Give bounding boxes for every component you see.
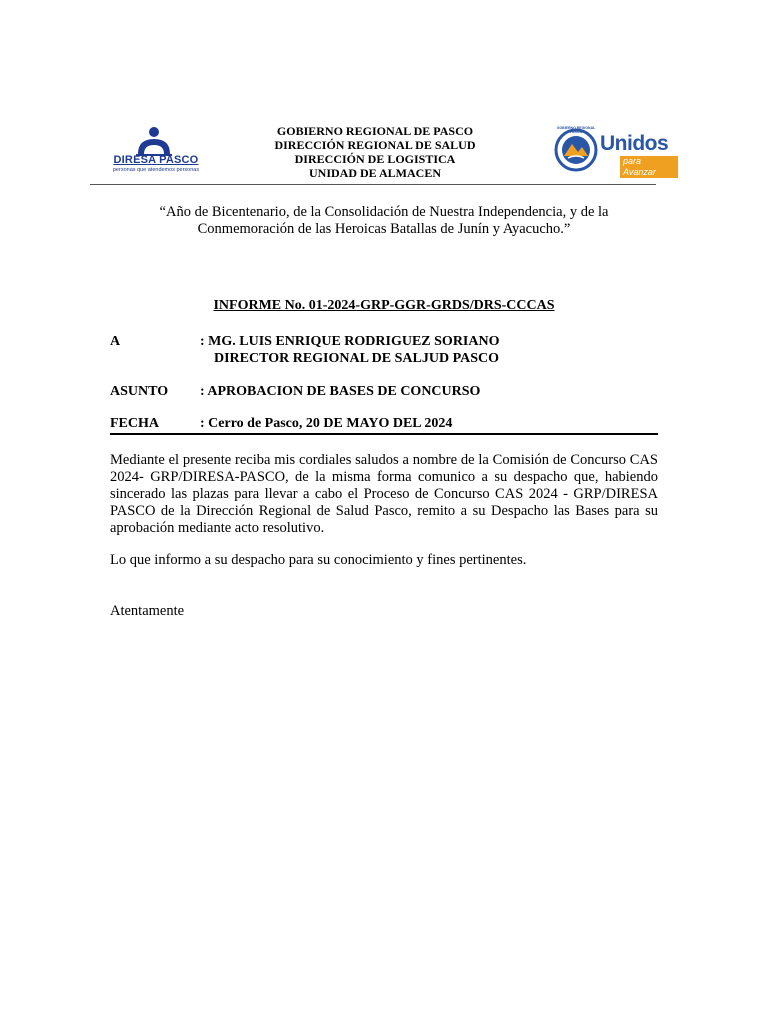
- recipient-label: A: [110, 334, 121, 349]
- header-divider: [90, 184, 656, 185]
- sign-off: Atentamente: [110, 603, 185, 619]
- subject-value: : APROBACION DE BASES DE CONCURSO: [200, 384, 481, 399]
- year-motto: “Año de Bicentenario, de la Consolidación de Nuestra Independencia, y de la Conmemoración de las Heroicas Batallas de Junín y Ayacucho.”: [159, 204, 609, 237]
- subject-field: [110, 383, 658, 401]
- header-line-3: DIRECCIÓN DE LOGISTICA: [294, 152, 456, 166]
- diresa-logo-tagline: personas que atendemos personas: [112, 167, 200, 173]
- seal-text: GOBIERNO REGIONAL PASCO: [556, 126, 596, 134]
- fields-divider: [110, 433, 658, 435]
- institution-header: [210, 124, 540, 180]
- recipient-field: [110, 333, 658, 369]
- diresa-pasco-logo: [108, 124, 204, 176]
- body-paragraph: Mediante el presente reciba mis cordiales saludos a nombre de la Comisión de Concurso CAS 2024- GRP/DIRESA-PASCO, de la misma forma comunico a su despacho que, habiendo sincerado las plazas para llevar a cabo el Proceso de Concurso CAS 2024 - GRP/DIRESA PASCO de la Dirección Regional de Salud Pasco, remito a su Despacho las Bases para su aprobación mediante acto resolutivo.: [110, 452, 658, 536]
- gobierno-regional-logo: [554, 126, 678, 176]
- date-field: [110, 415, 658, 433]
- closing-line: Lo que informo a su despacho para su conocimiento y fines pertinentes.: [110, 552, 527, 568]
- recipient-title: DIRECTOR REGIONAL DE SALJUD PASCO: [214, 351, 499, 366]
- date-value: : Cerro de Pasco, 20 DE MAYO DEL 2024: [200, 416, 453, 431]
- unidos-tagline: para Avanzar: [620, 156, 678, 178]
- report-title: INFORME No. 01-2024-GRP-GGR-GRDS/DRS-CCCAS: [213, 298, 555, 313]
- header-line-2: DIRECCIÓN REGIONAL DE SALUD: [274, 138, 476, 152]
- unidos-brand: Unidos: [600, 132, 669, 155]
- subject-label: ASUNTO: [110, 384, 169, 399]
- header-line-4: UNIDAD DE ALMACEN: [308, 166, 441, 180]
- diresa-logo-name: DIRESA PASCO: [113, 154, 199, 166]
- header-line-1: GOBIERNO REGIONAL DE PASCO: [276, 124, 474, 138]
- recipient-name: : MG. LUIS ENRIQUE RODRIGUEZ SORIANO: [200, 334, 500, 349]
- date-label: FECHA: [110, 416, 159, 431]
